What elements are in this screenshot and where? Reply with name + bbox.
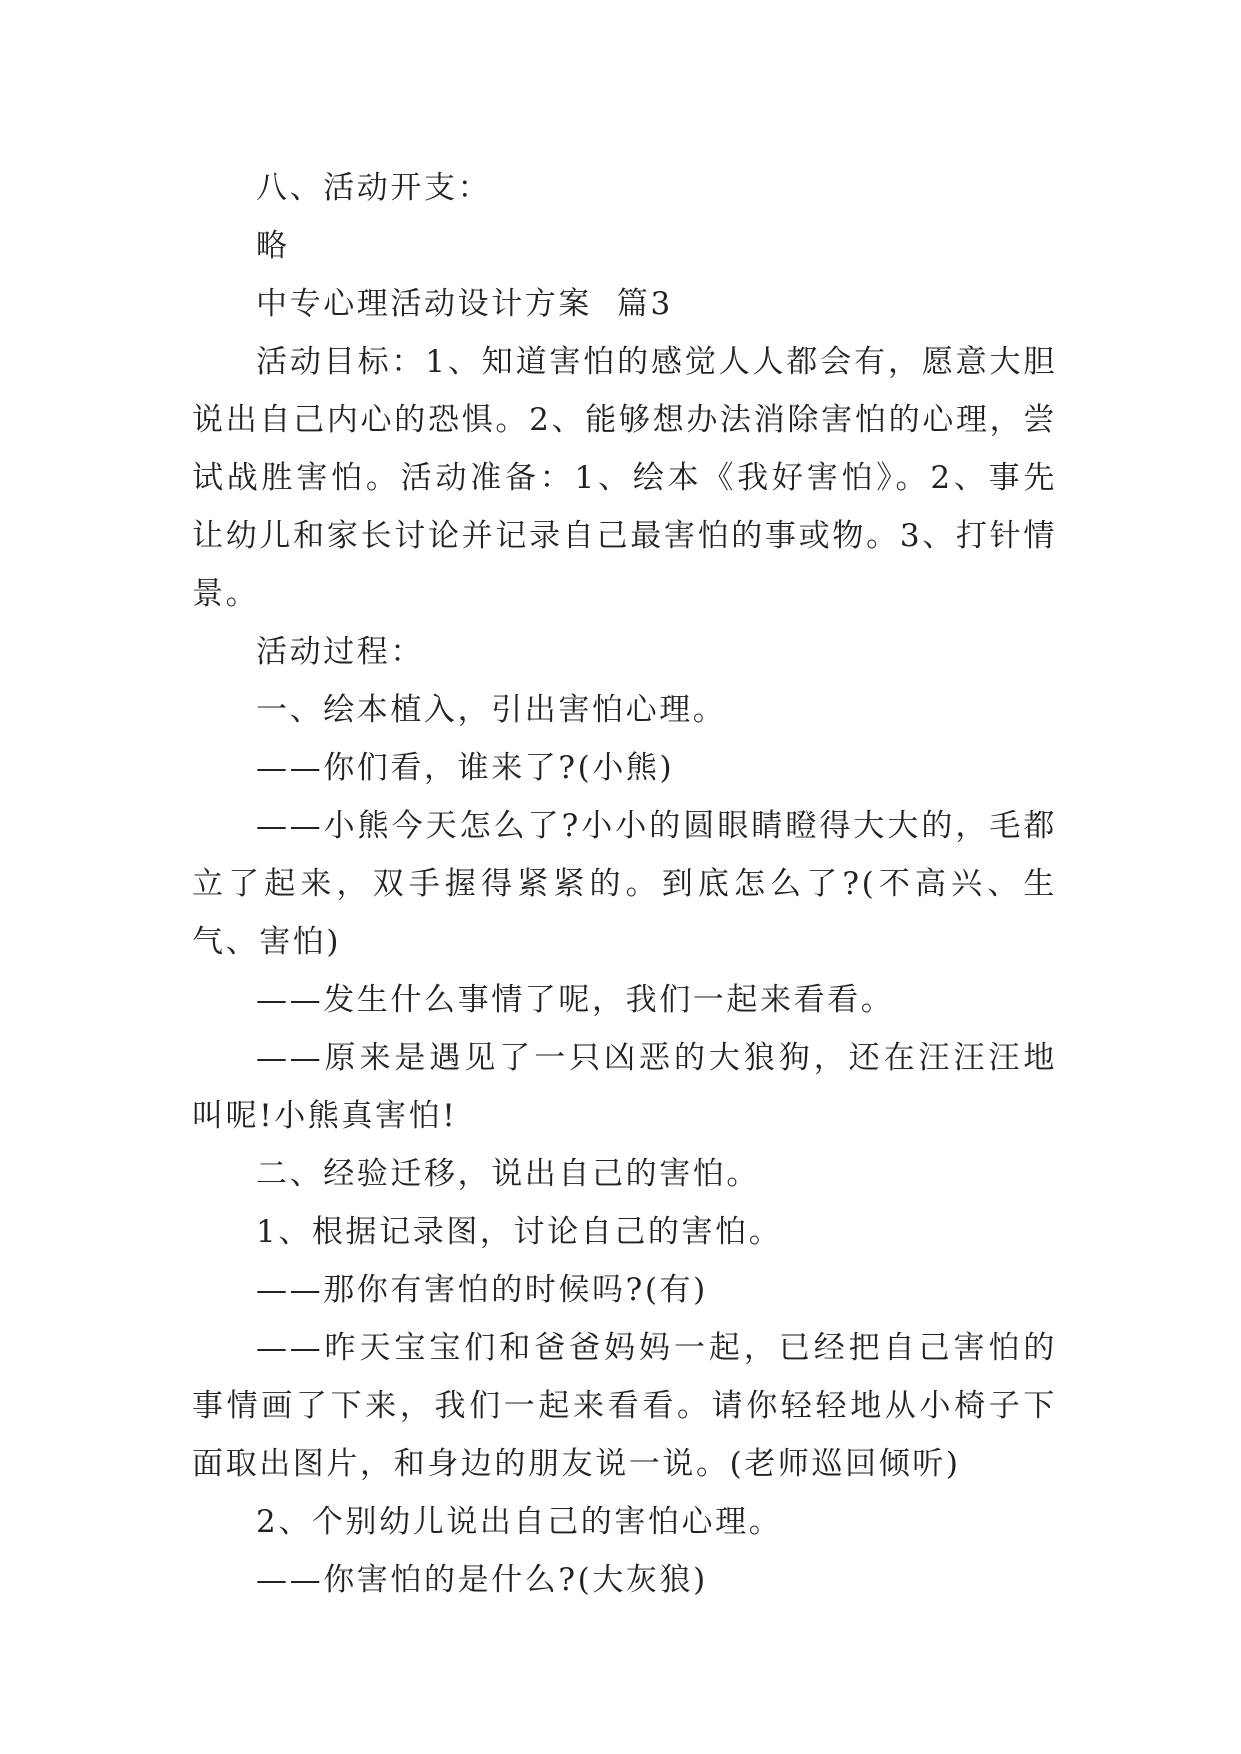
paragraph-step-one: 一、绘本植入，引出害怕心理。 — [256, 692, 727, 728]
dialogue-line: ——那你有害怕的时候吗?(有) — [256, 1272, 708, 1308]
dialogue-line: ——你们看，谁来了?(小熊) — [256, 750, 675, 786]
document-body — [192, 159, 1057, 1609]
dialogue-line: ——你害怕的是什么?(大灰狼) — [256, 1562, 708, 1598]
section-heading-process: 活动过程： — [256, 634, 424, 670]
paragraph-omitted: 略 — [256, 228, 290, 264]
paragraph-objectives: 活动目标：1、知道害怕的感觉人人都会有，愿意大胆说出自己内心的恐惧。2、能够想办法消除害怕的心理，尝试战胜害怕。活动准备：1、绘本《我好害怕》。2、事先让幼儿和家长讨论并记录自己最害怕的事或物。3、打针情景。 — [192, 344, 1057, 612]
paragraph-substep-one: 1、根据记录图，讨论自己的害怕。 — [256, 1214, 783, 1250]
paragraph-step-two: 二、经验迁移，说出自己的害怕。 — [256, 1156, 760, 1192]
paragraph-substep-two: 2、个别幼儿说出自己的害怕心理。 — [256, 1504, 783, 1540]
dialogue-line: ——昨天宝宝们和爸爸妈妈一起，已经把自己害怕的事情画了下来，我们一起来看看。请你轻轻地从小椅子下面取出图片，和身边的朋友说一说。(老师巡回倾听) — [192, 1330, 1057, 1482]
section-heading-plan-3: 中专心理活动设计方案 篇3 — [256, 286, 673, 322]
section-heading-expenses: 八、活动开支： — [256, 170, 492, 206]
dialogue-line: ——小熊今天怎么了?小小的圆眼睛瞪得大大的，毛都立了起来，双手握得紧紧的。到底怎么了?(不高兴、生气、害怕) — [192, 808, 1057, 960]
dialogue-line: ——发生什么事情了呢，我们一起来看看。 — [256, 982, 895, 1018]
dialogue-line: ——原来是遇见了一只凶恶的大狼狗，还在汪汪汪地叫呢!小熊真害怕! — [192, 1040, 1057, 1134]
